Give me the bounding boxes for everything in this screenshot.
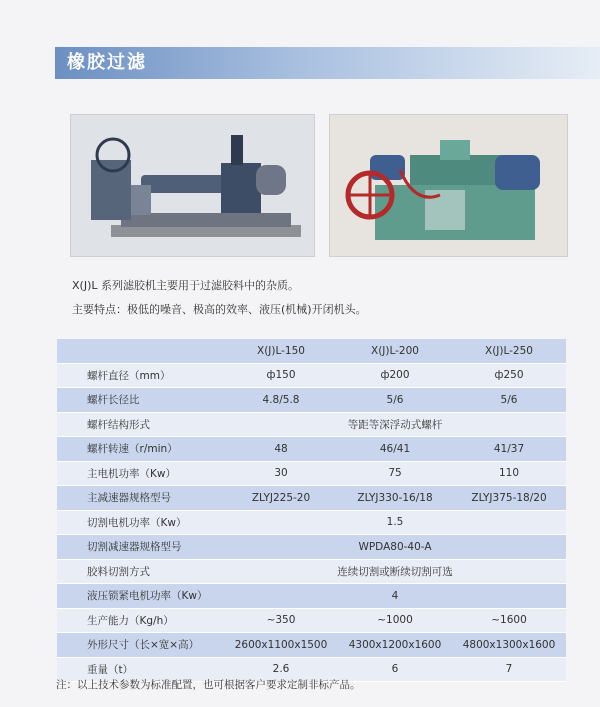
table-row <box>57 584 566 609</box>
table-row <box>57 437 566 462</box>
merged-cell: 连续切割或断续切割可选 <box>224 559 566 584</box>
table-row <box>57 486 566 511</box>
cell: 6 <box>338 657 452 682</box>
row-label: 螺杆长径比 <box>57 388 224 413</box>
cell: ф150 <box>224 363 338 388</box>
cell: 4800x1300x1600 <box>452 633 566 658</box>
cell: ф200 <box>338 363 452 388</box>
column-header: X(J)L-200 <box>338 339 452 363</box>
merged-cell: 1.5 <box>224 510 566 535</box>
cell: ф250 <box>452 363 566 388</box>
merged-cell: WPDA80-40-A <box>224 535 566 560</box>
cell: 4.8/5.8 <box>224 388 338 413</box>
row-label: 切割电机功率（Kw） <box>57 510 224 535</box>
table-row <box>57 559 566 584</box>
table-header-row <box>57 339 566 363</box>
table-row <box>57 535 566 560</box>
cell: 30 <box>224 461 338 486</box>
row-label: 切割减速器规格型号 <box>57 535 224 560</box>
intro-features: 主要特点：极低的噪音、极高的效率、液压(机械)开闭机头。 <box>72 303 367 316</box>
hydraulic-strainer-machine-illustration <box>330 115 567 256</box>
row-label: 外形尺寸（长×宽×高） <box>57 633 224 658</box>
cell: 46/41 <box>338 437 452 462</box>
table-row <box>57 608 566 633</box>
intro-description: X(J)L 系列滤胶机主要用于过滤胶料中的杂质。 <box>72 279 299 292</box>
column-header: X(J)L-250 <box>452 339 566 363</box>
cell: 7 <box>452 657 566 682</box>
header-empty <box>57 339 224 363</box>
cell: ZLYJ375-18/20 <box>452 486 566 511</box>
row-label: 螺杆直径（mm） <box>57 363 224 388</box>
row-label: 胶料切割方式 <box>57 559 224 584</box>
cell: ~1600 <box>452 608 566 633</box>
cell: 41/37 <box>452 437 566 462</box>
table-row <box>57 633 566 658</box>
machine-photo-left <box>70 114 315 257</box>
row-label: 主减速器规格型号 <box>57 486 224 511</box>
column-header: X(J)L-150 <box>224 339 338 363</box>
cell: 75 <box>338 461 452 486</box>
footnote: 注：以上技术参数为标准配置，也可根据客户要求定制非标产品。 <box>56 679 361 691</box>
row-label: 液压锁紧电机功率（Kw） <box>57 584 224 609</box>
spec-table <box>57 339 566 682</box>
section-title: 橡胶过滤 <box>67 52 147 73</box>
rubber-strainer-machine-illustration <box>71 115 314 256</box>
cell: 2600x1100x1500 <box>224 633 338 658</box>
table-row <box>57 388 566 413</box>
table-row <box>57 363 566 388</box>
machine-photo-right <box>329 114 568 257</box>
cell: ~1000 <box>338 608 452 633</box>
cell: ZLYJ330-16/18 <box>338 486 452 511</box>
merged-cell: 4 <box>224 584 566 609</box>
cell: 110 <box>452 461 566 486</box>
row-label: 生产能力（Kg/h） <box>57 608 224 633</box>
cell: ~350 <box>224 608 338 633</box>
cell: 2.6 <box>224 657 338 682</box>
row-label: 主电机功率（Kw） <box>57 461 224 486</box>
cell: 48 <box>224 437 338 462</box>
table-row <box>57 461 566 486</box>
merged-cell: 等距等深浮动式螺杆 <box>224 412 566 437</box>
table-row <box>57 412 566 437</box>
row-label: 螺杆转速（r/min） <box>57 437 224 462</box>
cell: 5/6 <box>452 388 566 413</box>
row-label: 重量（t） <box>57 657 224 682</box>
cell: 5/6 <box>338 388 452 413</box>
cell: 4300x1200x1600 <box>338 633 452 658</box>
table-row <box>57 510 566 535</box>
row-label: 螺杆结构形式 <box>57 412 224 437</box>
cell: ZLYJ225-20 <box>224 486 338 511</box>
